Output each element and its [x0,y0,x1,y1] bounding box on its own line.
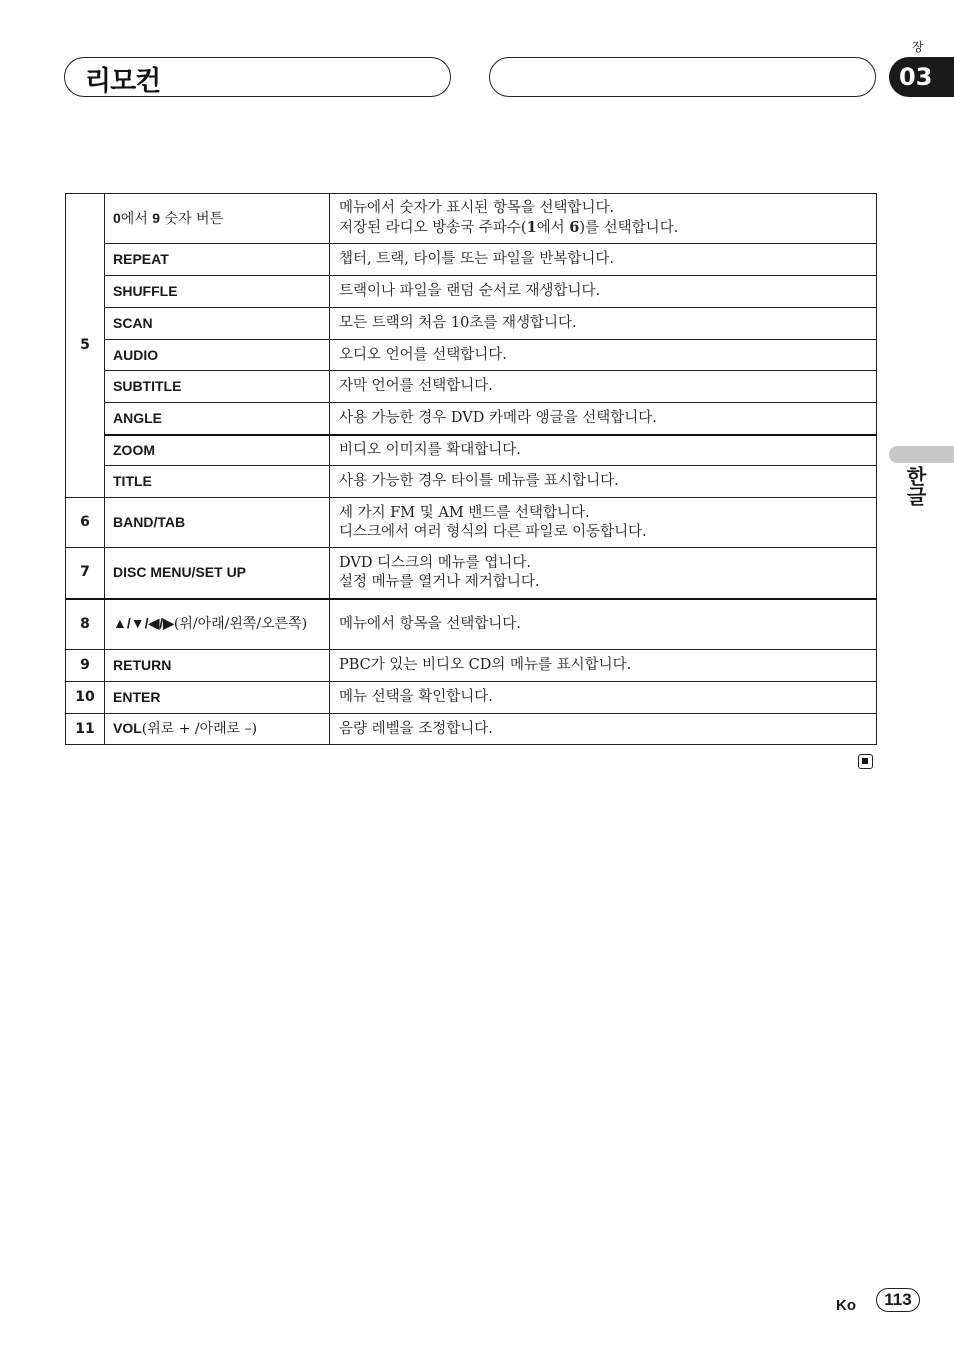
description-line [339,441,868,460]
button-number: 9 [66,650,105,682]
description-line [339,314,868,333]
text: 트랙이나 파일을 랜덤 순서로 재생합니다. [339,283,601,299]
text: 디스크에서 여러 형식의 다른 파일로 이동합니다. [339,523,647,540]
text: 메뉴에서 항목을 선택합니다. [339,615,521,632]
chapter-label: 장 [912,40,924,54]
bold-text: ENTER [113,689,161,705]
end-of-section-icon [858,754,873,769]
button-name [105,650,330,682]
text: (위로 + /아래로 –) [141,721,258,737]
button-number: 8 [66,599,105,650]
bold-text: REPEAT [113,251,169,267]
text: 저장된 라디오 방송국 주파수( [339,220,527,236]
text: 자막 언어를 선택합니다. [339,378,493,394]
description-line [339,573,868,592]
description-line [339,656,868,675]
text: 숫자 버튼 [160,210,224,227]
section-title-box [489,57,876,97]
button-description [330,371,877,403]
text: 설정 메뉴를 열거나 제거합니다. [339,573,540,590]
button-description [330,435,877,466]
chapter-title-box [64,57,451,97]
button-name [105,276,330,308]
button-name [105,714,330,745]
bold-text: RETURN [113,657,172,673]
button-name [105,403,330,435]
bold-text: 0 [113,209,121,226]
button-name [105,194,330,244]
button-name [105,340,330,371]
button-description [330,244,877,276]
text: 에서 [120,210,153,227]
text: 사용 가능한 경우 DVD 카메라 앵글을 선택합니다. [339,409,657,426]
button-description [330,548,877,599]
text: 메뉴 선택을 확인합니다. [339,689,493,705]
bold-text: TITLE [113,473,152,489]
table-row [66,276,877,308]
bold-text: 6 [569,219,580,236]
remote-buttons-table [65,193,877,745]
description-line [339,688,868,707]
table-row [66,682,877,714]
description-line [339,250,868,269]
language-label: 한글 [903,466,927,506]
description-line [339,523,868,542]
button-name [105,599,330,650]
table-row [66,403,877,435]
button-description [330,403,877,435]
button-description [330,498,877,548]
button-name [105,371,330,403]
table-body [66,194,877,745]
button-description [330,682,877,714]
button-name [105,548,330,599]
bold-text: DISC MENU/SET UP [113,564,247,581]
text: 비디오 이미지를 확대합니다. [339,441,521,458]
text: 사용 가능한 경우 타이틀 메뉴를 표시합니다. [339,473,619,489]
button-number: 6 [66,498,105,548]
button-description [330,466,877,498]
language-tab [889,446,954,463]
text: 에서 [536,220,570,236]
text: 메뉴에서 숫자가 표시된 항목을 선택합니다. [339,200,615,216]
button-description [330,650,877,682]
table-row [66,308,877,340]
table-row [66,244,877,276]
chapter-number-tab: 03 [889,57,954,97]
table-row [66,194,877,244]
button-number: 5 [66,194,105,498]
button-name [105,435,330,466]
footer-language-code: Ko [836,1297,856,1314]
bold-text: SUBTITLE [113,378,182,394]
bold-text: ANGLE [113,409,162,426]
text: 챕터, 트랙, 타이틀 또는 파일을 반복합니다. [339,251,614,267]
description-line [339,472,868,491]
button-description [330,308,877,340]
table-row [66,599,877,650]
table-row [66,548,877,599]
description-line [339,377,868,396]
text: (위/아래/왼쪽/오른쪽) [173,616,308,633]
bold-text: SHUFFLE [113,283,178,299]
bold-text: BAND/TAB [113,514,186,530]
description-line [339,346,868,365]
table-row [66,714,877,745]
table-row [66,340,877,371]
bold-text: VOL [113,720,142,736]
table-row [66,650,877,682]
button-number: 7 [66,548,105,599]
button-description [330,276,877,308]
button-description [330,599,877,650]
button-description [330,194,877,244]
page-title: 리모컨 [85,66,161,97]
description-line [339,504,868,523]
description-line [339,282,868,301]
button-name [105,308,330,340]
description-line [339,554,868,573]
text: 오디오 언어를 선택합니다. [339,346,507,363]
page-number: 113 [876,1288,920,1312]
description-line [339,199,868,218]
button-name [105,244,330,276]
table-row [66,435,877,466]
button-number: 11 [66,714,105,745]
description-line [339,409,868,428]
button-name [105,498,330,548]
description-line [339,218,868,238]
button-description [330,714,877,745]
table-row [66,498,877,548]
text: PBC가 있는 비디오 CD의 메뉴를 표시합니다. [339,657,632,673]
bold-text: ▲/▼/◀/▶ [113,615,174,632]
bold-text: 1 [526,219,537,236]
description-line [339,615,868,634]
button-number: 10 [66,682,105,714]
bold-text: SCAN [113,315,153,331]
bold-text: 9 [152,209,161,226]
text: 음량 레벨을 조정합니다. [339,720,493,737]
button-name [105,682,330,714]
text: )를 선택합니다. [579,220,679,236]
button-name [105,466,330,498]
table-row [66,371,877,403]
description-line [339,720,868,739]
bold-text: AUDIO [113,346,159,363]
text: 세 가지 FM 및 AM 밴드를 선택합니다. [339,504,590,521]
table-row [66,466,877,498]
text: DVD 디스크의 메뉴를 엽니다. [339,554,531,571]
bold-text: ZOOM [113,441,155,458]
button-description [330,340,877,371]
text: 모든 트랙의 처음 10초를 재생합니다. [339,315,577,331]
